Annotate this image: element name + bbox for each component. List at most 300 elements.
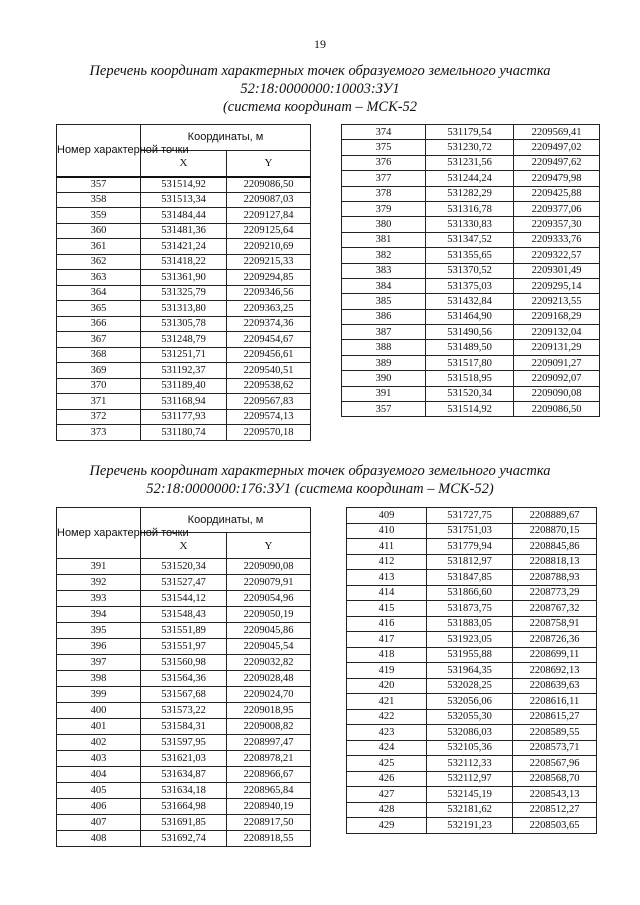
cell-x: 532105,36 (427, 740, 513, 756)
cell-x: 531375,03 (426, 278, 514, 293)
cell-x: 531418,22 (141, 254, 227, 270)
cell-point-number: 401 (57, 719, 141, 735)
table-row (347, 787, 597, 803)
table-row (57, 208, 311, 224)
table-row (347, 570, 597, 586)
table-row (57, 177, 311, 193)
cell-point-number: 376 (342, 155, 426, 170)
table-row (57, 347, 311, 363)
cell-point-number: 418 (347, 647, 427, 663)
cell-x: 531244,24 (426, 171, 514, 186)
cell-x: 532112,97 (427, 771, 513, 787)
table-row (57, 363, 311, 379)
header-y: Y (227, 533, 311, 559)
table-row (347, 694, 597, 710)
cell-y: 2208845,86 (513, 539, 597, 555)
cell-x: 531964,35 (427, 663, 513, 679)
cell-y: 2209567,83 (227, 394, 311, 410)
table-row (347, 632, 597, 648)
cell-y: 2209213,55 (514, 294, 600, 309)
cell-point-number: 380 (342, 217, 426, 232)
section1-title-line: (система координат – МСК-52 (222, 99, 418, 115)
cell-y: 2209374,36 (227, 316, 311, 332)
cell-x: 531527,47 (141, 575, 227, 591)
cell-point-number: 408 (57, 831, 141, 847)
cell-point-number: 370 (57, 378, 141, 394)
cell-x: 531489,50 (426, 340, 514, 355)
cell-point-number: 395 (57, 623, 141, 639)
table-row (342, 371, 600, 386)
cell-point-number: 360 (57, 223, 141, 239)
cell-y: 2208512,27 (513, 802, 597, 818)
table-row (342, 217, 600, 232)
cell-point-number: 381 (342, 232, 426, 247)
cell-y: 2209091,27 (514, 355, 600, 370)
cell-point-number: 414 (347, 585, 427, 601)
cell-y: 2209032,82 (227, 655, 311, 671)
cell-x: 532055,30 (427, 709, 513, 725)
cell-point-number: 406 (57, 799, 141, 815)
cell-y: 2209456,61 (227, 347, 311, 363)
cell-x: 531514,92 (426, 402, 514, 417)
cell-y: 2209092,07 (514, 371, 600, 386)
table-row (347, 585, 597, 601)
cell-y: 2209050,19 (227, 607, 311, 623)
cell-point-number: 365 (57, 301, 141, 317)
cell-point-number: 389 (342, 355, 426, 370)
cell-x: 531584,31 (141, 719, 227, 735)
cell-y: 2208567,96 (513, 756, 597, 772)
table-row (347, 802, 597, 818)
cell-x: 531168,94 (141, 394, 227, 410)
cell-point-number: 358 (57, 192, 141, 208)
cell-x: 531520,34 (426, 386, 514, 401)
header-point-number: Номер характерной точки (57, 508, 141, 559)
table-row (57, 815, 311, 831)
cell-point-number: 373 (57, 425, 141, 441)
cell-y: 2209008,82 (227, 719, 311, 735)
cell-x: 531567,68 (141, 687, 227, 703)
cell-x: 531305,78 (141, 316, 227, 332)
cell-y: 2209425,88 (514, 186, 600, 201)
table-row (342, 386, 600, 401)
cell-point-number: 357 (342, 402, 426, 417)
table-row (57, 703, 311, 719)
cell-y: 2209454,67 (227, 332, 311, 348)
cell-y: 2208699,11 (513, 647, 597, 663)
cell-point-number: 359 (57, 208, 141, 224)
cell-y: 2209045,54 (227, 639, 311, 655)
cell-y: 2209377,06 (514, 201, 600, 216)
cell-y: 2208758,91 (513, 616, 597, 632)
cell-point-number: 368 (57, 347, 141, 363)
cell-x: 531548,43 (141, 607, 227, 623)
header-x: X (141, 533, 227, 559)
cell-x: 531664,98 (141, 799, 227, 815)
cell-point-number: 396 (57, 639, 141, 655)
section2-title-line: Перечень координат характерных точек образуемого земельного участка (89, 463, 551, 479)
cell-x: 531282,29 (426, 186, 514, 201)
cell-x: 531560,98 (141, 655, 227, 671)
cell-y: 2209018,95 (227, 703, 311, 719)
table-row (342, 155, 600, 170)
cell-point-number: 384 (342, 278, 426, 293)
section2-right-table (346, 507, 597, 834)
cell-y: 2208917,50 (227, 815, 311, 831)
cell-point-number: 390 (342, 371, 426, 386)
cell-x: 531231,56 (426, 155, 514, 170)
cell-point-number: 428 (347, 802, 427, 818)
cell-point-number: 411 (347, 539, 427, 555)
cell-x: 531347,52 (426, 232, 514, 247)
table-row (57, 409, 311, 425)
table-row (342, 140, 600, 155)
cell-y: 2209301,49 (514, 263, 600, 278)
table-row (342, 325, 600, 340)
cell-y: 2209125,64 (227, 223, 311, 239)
table-row (57, 831, 311, 847)
table-row (57, 223, 311, 239)
table-row (342, 125, 600, 140)
table-row (342, 171, 600, 186)
cell-point-number: 423 (347, 725, 427, 741)
cell-x: 531518,95 (426, 371, 514, 386)
cell-y: 2209357,30 (514, 217, 600, 232)
cell-y: 2209079,91 (227, 575, 311, 591)
cell-x: 531330,83 (426, 217, 514, 232)
cell-point-number: 429 (347, 818, 427, 834)
section2-title-line: 52:18:0000000:176:ЗУ1 (система координат – МСК-52) (146, 481, 494, 497)
cell-point-number: 375 (342, 140, 426, 155)
table-row (57, 655, 311, 671)
cell-x: 531177,93 (141, 409, 227, 425)
table-row (57, 751, 311, 767)
header-x: X (141, 151, 227, 177)
table-row (342, 340, 600, 355)
cell-y: 2208773,29 (513, 585, 597, 601)
table-row (347, 601, 597, 617)
cell-x: 531484,44 (141, 208, 227, 224)
cell-x: 532145,19 (427, 787, 513, 803)
cell-point-number: 386 (342, 309, 426, 324)
cell-point-number: 410 (347, 523, 427, 539)
cell-x: 531564,36 (141, 671, 227, 687)
cell-point-number: 407 (57, 815, 141, 831)
cell-point-number: 363 (57, 270, 141, 286)
cell-x: 531230,72 (426, 140, 514, 155)
table-row (347, 554, 597, 570)
table-row (57, 378, 311, 394)
section1-title-line: Перечень координат характерных точек образуемого земельного участка (89, 63, 551, 79)
cell-point-number: 416 (347, 616, 427, 632)
cell-point-number: 378 (342, 186, 426, 201)
cell-point-number: 415 (347, 601, 427, 617)
cell-point-number: 383 (342, 263, 426, 278)
cell-y: 2208767,32 (513, 601, 597, 617)
section2-title (0, 462, 640, 498)
cell-y: 2208966,67 (227, 767, 311, 783)
cell-point-number: 398 (57, 671, 141, 687)
cell-x: 532086,03 (427, 725, 513, 741)
table-row (57, 270, 311, 286)
cell-point-number: 374 (342, 125, 426, 140)
cell-x: 531634,87 (141, 767, 227, 783)
cell-y: 2208692,13 (513, 663, 597, 679)
section2-right-rows (347, 508, 597, 834)
cell-y: 2209538,62 (227, 378, 311, 394)
cell-y: 2209497,62 (514, 155, 600, 170)
cell-y: 2209363,25 (227, 301, 311, 317)
header-coordinates: Координаты, м (141, 508, 311, 533)
cell-y: 2209132,04 (514, 325, 600, 340)
table-row (57, 671, 311, 687)
cell-y: 2208889,67 (513, 508, 597, 524)
cell-x: 531313,80 (141, 301, 227, 317)
cell-y: 2208503,65 (513, 818, 597, 834)
table-row (342, 355, 600, 370)
cell-y: 2209569,41 (514, 125, 600, 140)
cell-x: 532181,62 (427, 802, 513, 818)
section1-left-table (56, 124, 311, 441)
cell-x: 531923,05 (427, 632, 513, 648)
cell-y: 2209295,14 (514, 278, 600, 293)
cell-point-number: 372 (57, 409, 141, 425)
cell-point-number: 369 (57, 363, 141, 379)
cell-y: 2208615,27 (513, 709, 597, 725)
cell-x: 531520,34 (141, 559, 227, 575)
table-row (57, 735, 311, 751)
cell-y: 2209028,48 (227, 671, 311, 687)
table-row (347, 771, 597, 787)
cell-point-number: 405 (57, 783, 141, 799)
cell-y: 2209333,76 (514, 232, 600, 247)
cell-x: 531597,95 (141, 735, 227, 751)
cell-x: 532056,06 (427, 694, 513, 710)
header-y: Y (227, 151, 311, 177)
cell-point-number: 409 (347, 508, 427, 524)
table-row (57, 719, 311, 735)
cell-y: 2209090,08 (227, 559, 311, 575)
cell-point-number: 417 (347, 632, 427, 648)
cell-point-number: 388 (342, 340, 426, 355)
table-row (347, 539, 597, 555)
section2-left-table (56, 507, 311, 847)
cell-y: 2209479,98 (514, 171, 600, 186)
table-row (57, 394, 311, 410)
cell-point-number: 419 (347, 663, 427, 679)
cell-x: 531621,03 (141, 751, 227, 767)
cell-point-number: 391 (342, 386, 426, 401)
cell-y: 2208573,71 (513, 740, 597, 756)
cell-y: 2209127,84 (227, 208, 311, 224)
cell-y: 2208589,55 (513, 725, 597, 741)
table-row (347, 709, 597, 725)
cell-y: 2208978,21 (227, 751, 311, 767)
table-row (57, 639, 311, 655)
cell-x: 531180,74 (141, 425, 227, 441)
cell-point-number: 393 (57, 591, 141, 607)
cell-y: 2208818,13 (513, 554, 597, 570)
table-row (57, 623, 311, 639)
table-row (57, 591, 311, 607)
table-row (347, 678, 597, 694)
table-row (57, 316, 311, 332)
cell-y: 2208616,11 (513, 694, 597, 710)
cell-x: 531551,97 (141, 639, 227, 655)
cell-point-number: 399 (57, 687, 141, 703)
cell-point-number: 397 (57, 655, 141, 671)
cell-y: 2208726,36 (513, 632, 597, 648)
section2-left-rows (57, 559, 311, 847)
cell-y: 2209131,29 (514, 340, 600, 355)
cell-point-number: 379 (342, 201, 426, 216)
cell-x: 531873,75 (427, 601, 513, 617)
cell-y: 2209215,33 (227, 254, 311, 270)
cell-x: 531325,79 (141, 285, 227, 301)
cell-x: 531513,34 (141, 192, 227, 208)
cell-point-number: 402 (57, 735, 141, 751)
table-row (342, 402, 600, 417)
cell-x: 531883,05 (427, 616, 513, 632)
cell-y: 2209087,03 (227, 192, 311, 208)
cell-x: 531316,78 (426, 201, 514, 216)
cell-x: 531812,97 (427, 554, 513, 570)
table-row (57, 687, 311, 703)
table-row (57, 783, 311, 799)
cell-x: 532112,33 (427, 756, 513, 772)
cell-y: 2209294,85 (227, 270, 311, 286)
cell-x: 531573,22 (141, 703, 227, 719)
table-row (57, 559, 311, 575)
cell-x: 531189,40 (141, 378, 227, 394)
cell-x: 531355,65 (426, 248, 514, 263)
cell-point-number: 425 (347, 756, 427, 772)
cell-x: 531179,54 (426, 125, 514, 140)
table-row (57, 285, 311, 301)
cell-y: 2209497,02 (514, 140, 600, 155)
cell-x: 531692,74 (141, 831, 227, 847)
table-row (342, 248, 600, 263)
table-row (342, 232, 600, 247)
cell-x: 531779,94 (427, 539, 513, 555)
cell-point-number: 404 (57, 767, 141, 783)
table-row (57, 607, 311, 623)
section1-right-rows (342, 125, 600, 417)
section1-left-rows (57, 177, 311, 441)
table-row (342, 201, 600, 216)
table-row (342, 263, 600, 278)
table-row (347, 818, 597, 834)
table-row (57, 575, 311, 591)
table-row (57, 254, 311, 270)
table-row (57, 425, 311, 441)
cell-point-number: 412 (347, 554, 427, 570)
cell-x: 531727,75 (427, 508, 513, 524)
table-row (342, 309, 600, 324)
cell-y: 2209045,86 (227, 623, 311, 639)
table-row (57, 767, 311, 783)
cell-point-number: 377 (342, 171, 426, 186)
cell-point-number: 420 (347, 678, 427, 694)
cell-point-number: 366 (57, 316, 141, 332)
cell-point-number: 400 (57, 703, 141, 719)
cell-x: 531370,52 (426, 263, 514, 278)
cell-x: 531192,37 (141, 363, 227, 379)
table-row (57, 239, 311, 255)
cell-x: 531421,24 (141, 239, 227, 255)
cell-x: 531691,85 (141, 815, 227, 831)
cell-x: 531866,60 (427, 585, 513, 601)
cell-point-number: 367 (57, 332, 141, 348)
table-row (342, 278, 600, 293)
cell-point-number: 426 (347, 771, 427, 787)
cell-y: 2208543,13 (513, 787, 597, 803)
cell-y: 2209054,96 (227, 591, 311, 607)
table-row (57, 192, 311, 208)
cell-point-number: 371 (57, 394, 141, 410)
cell-y: 2208997,47 (227, 735, 311, 751)
cell-x: 531847,85 (427, 570, 513, 586)
cell-x: 531955,88 (427, 647, 513, 663)
table-row (347, 725, 597, 741)
cell-point-number: 364 (57, 285, 141, 301)
cell-x: 531481,36 (141, 223, 227, 239)
cell-point-number: 382 (342, 248, 426, 263)
table-row (57, 332, 311, 348)
cell-x: 531751,03 (427, 523, 513, 539)
cell-y: 2209574,13 (227, 409, 311, 425)
table-row (347, 663, 597, 679)
section1-right-table (341, 124, 600, 417)
cell-y: 2209210,69 (227, 239, 311, 255)
cell-x: 531517,80 (426, 355, 514, 370)
cell-x: 531248,79 (141, 332, 227, 348)
table-row (57, 301, 311, 317)
table-row (347, 647, 597, 663)
cell-y: 2209086,50 (514, 402, 600, 417)
cell-y: 2208788,93 (513, 570, 597, 586)
cell-y: 2209024,70 (227, 687, 311, 703)
cell-y: 2209570,18 (227, 425, 311, 441)
cell-point-number: 387 (342, 325, 426, 340)
table-row (57, 799, 311, 815)
cell-y: 2208870,15 (513, 523, 597, 539)
cell-y: 2209322,57 (514, 248, 600, 263)
table-row (347, 508, 597, 524)
cell-y: 2209168,29 (514, 309, 600, 324)
cell-x: 531544,12 (141, 591, 227, 607)
cell-y: 2208639,63 (513, 678, 597, 694)
cell-x: 531361,90 (141, 270, 227, 286)
cell-y: 2208940,19 (227, 799, 311, 815)
table-row (342, 186, 600, 201)
section1-title (0, 62, 640, 116)
cell-point-number: 392 (57, 575, 141, 591)
cell-point-number: 422 (347, 709, 427, 725)
table-row (347, 523, 597, 539)
page-number: 19 (314, 37, 326, 51)
cell-x: 531251,71 (141, 347, 227, 363)
table-row (342, 294, 600, 309)
cell-x: 531514,92 (141, 177, 227, 193)
cell-x: 531464,90 (426, 309, 514, 324)
cell-x: 532191,23 (427, 818, 513, 834)
cell-point-number: 394 (57, 607, 141, 623)
header-coordinates: Координаты, м (141, 125, 311, 151)
cell-point-number: 361 (57, 239, 141, 255)
cell-x: 531634,18 (141, 783, 227, 799)
table-row (347, 740, 597, 756)
